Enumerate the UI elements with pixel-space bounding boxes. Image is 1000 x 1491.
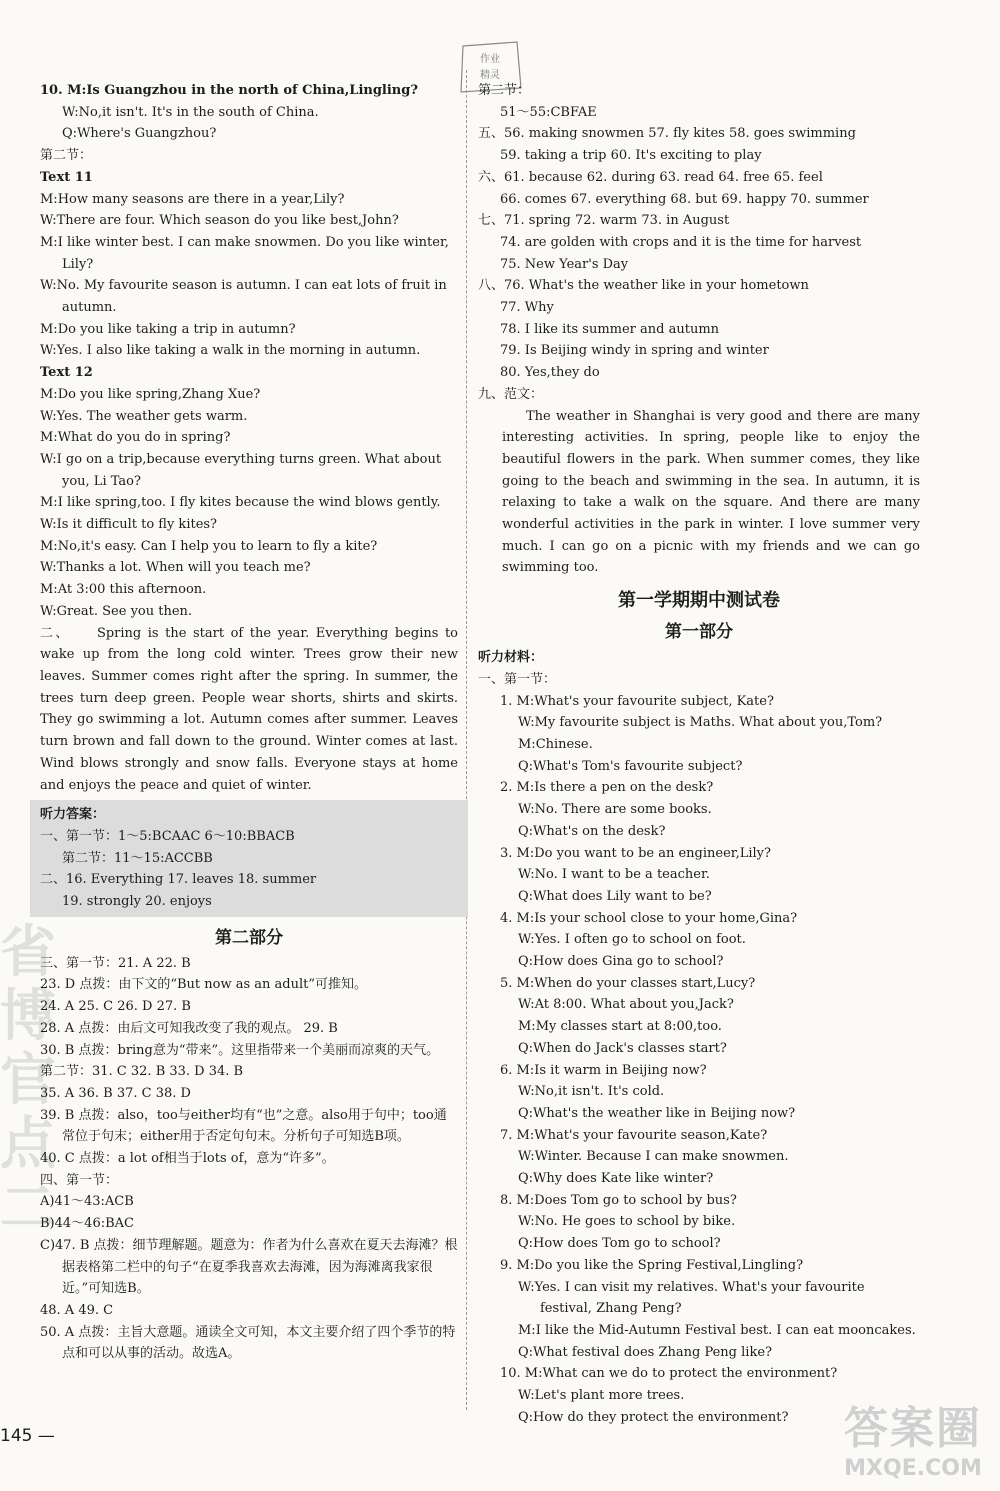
answer-line: B)44～46:BAC [40,1216,134,1232]
dialog-m: 9. M:Do you like the Spring Festival,Lingling? [500,1257,804,1273]
answer-line: 50. A 点拨：主旨大意题。通读全文可知，本文主要介绍了四个季节的特点和可以从事的活动。故选A。 [40,1324,456,1362]
answer-line: 三、第一节：21. A 22. B [40,955,191,971]
dialog-line: W:Yes. I also like taking a walk in the morning in autumn. [40,343,421,359]
dialog-line: W:Yes. The weather gets warm. [40,408,248,424]
dialog-w: W:No. He goes to school by bike. [518,1214,736,1230]
answer-line: A)41～43:ACB [40,1194,134,1210]
dialog-m: 1. M:What's your favourite subject, Kate? [500,693,774,709]
dialog-9 [478,1255,920,1364]
dialog-line: M:At 3:00 this afternoon. [40,582,207,598]
answer-line: 66. comes 67. everything 68. but 69. happy 70. summer [500,191,869,207]
q10-m: 10. M:Is Guangzhou in the north of China,Lingling? [40,83,418,98]
model-essay: The weather in Shanghai is very good and there are many interesting activities. In spring, people like to enjoy the beautiful flowers in the park. When summer comes, they like going to the beach and swimming in the sea. In autumn, it is relaxing to take a walk on the square. And there are many wonderful activities in the park in winter. I love summer very much. I can go on a picnic with my friends and we can go swimming too. [502,408,920,576]
dialog-w: W:No,it isn't. It's cold. [518,1084,665,1100]
column-divider [466,70,467,1410]
dialog-q: Q:When do Jack's classes start? [518,1040,727,1056]
dialog-m2: M:Chinese. [518,736,593,752]
dialog-w: W:Winter. Because I can make snowmen. [518,1149,789,1165]
answer-line: 23. D 点拨：由下文的“But now as an adult”可推知。 [40,977,368,993]
q10-w: W:No,it isn't. It's in the south of China. [62,104,319,120]
left-column [40,80,458,1365]
answer-51-55: 51～55:CBFAE [500,104,597,120]
answer-line: 79. Is Beijing windy in spring and winter [500,343,769,359]
answers-line-1: 一、第一节：1～5:BCAAC 6～10:BBACB [40,828,295,844]
text11-dialog [40,189,458,363]
answers-line-4: 19. strongly 20. enjoys [62,894,212,910]
dialog-q: Q:What does Lily want to be? [518,888,712,904]
dialog-m: 2. M:Is there a pen on the desk? [500,780,714,796]
dialog-q: Q:What's on the desk? [518,823,666,839]
part2-title: 第二部分 [215,927,283,948]
dialog-w: W:No. There are some books. [518,802,712,818]
watermark-url: MXQE.COM [844,1456,982,1481]
dialog-line: M:What do you do in spring? [40,430,231,446]
stamp-text-2: 精灵 [480,70,500,81]
dialog-q: Q:How does Gina go to school? [518,954,724,970]
dialog-q: Q:How does Tom go to school? [518,1236,721,1252]
text12-title: Text 12 [40,365,93,381]
dialog-8 [478,1190,920,1255]
listening-answers-box [30,800,468,917]
dialog-m2: M:I like the Mid-Autumn Festival best. I can eat mooncakes. [518,1322,916,1338]
dialog-m2: M:My classes start at 8:00,too. [518,1019,722,1035]
answer-line: 74. are golden with crops and it is the time for harvest [500,234,862,250]
dialog-w: W:Yes. I can visit my relatives. What's your favourite festival, Zhang Peng? [518,1279,865,1317]
answer-line: 59. taking a trip 60. It's exciting to play [500,148,762,164]
dialog-5 [478,973,920,1060]
dialog-6 [478,1060,920,1125]
answers-title: 听力答案： [40,807,106,823]
part2-label: 二、 [40,625,71,641]
answers-line-2: 第二节：11～15:ACCBB [62,850,213,866]
dialog-line: W:No. My favourite season is autumn. I can eat lots of fruit in autumn. [40,278,447,316]
answer-line: C)47. B 点拨：细节理解题。题意为：作者为什么喜欢在夏天去海滩？根据表格第二栏中的句子“在夏季我喜欢去海滩，因为海滩离我家很近。”可知选B。 [40,1237,458,1297]
dialog-m: 3. M:Do you want to be an engineer,Lily? [500,845,771,861]
dialog-w: W:Yes. I often go to school on foot. [518,932,746,948]
dialog-line: M:Do you like spring,Zhang Xue? [40,386,261,402]
model-essay-label: 九、范文： [478,386,544,402]
dialog-w: W:No. I want to be a teacher. [518,867,710,883]
exam-title: 第一学期期中测试卷 [618,590,780,612]
dialog-m: 10. M:What can we do to protect the environment? [500,1366,838,1382]
dialog-w: W:Let's plant more trees. [518,1388,685,1404]
answer-line: 77. Why [500,300,554,316]
answer-line: 78. I like its summer and autumn [500,321,720,337]
dialog-q: Q:Why does Kate like winter? [518,1171,714,1187]
dialog-line: W:Great. See you then. [40,603,193,619]
dialog-line: M:No,it's easy. Can I help you to learn to fly a kite? [40,538,378,554]
dialog-line: W:I go on a trip,because everything turns green. What about you, Li Tao? [40,451,442,489]
listening-dialogs [478,691,920,1429]
q10-q: Q:Where's Guangzhou? [62,126,217,142]
section-2-heading-right: 第二节： [478,83,531,98]
answer-line: 40. C 点拨：a lot of相当于lots of，意为“许多”。 [40,1151,335,1167]
answer-line: 第二节：31. C 32. B 33. D 34. B [40,1064,244,1080]
answer-line: 39. B 点拨：also，too与either均有“也”之意。also用于句中；too通常位于句末；either用于否定句句末。分析句子可知选B项。 [40,1107,447,1145]
text12-dialog [40,384,458,623]
dialog-q: Q:How do they protect the environment? [518,1409,789,1425]
dialog-line: M:I like spring,too. I fly kites because the wind blows gently. [40,495,441,511]
dialog-line: W:Is it difficult to fly kites? [40,517,218,533]
dialog-line: M:How many seasons are there in a year,Lily? [40,191,345,207]
dialog-q: Q:What festival does Zhang Peng like? [518,1344,772,1360]
dialog-2 [478,777,920,842]
dialog-m: 7. M:What's your favourite season,Kate? [500,1127,768,1143]
dialog-m: 6. M:Is it warm in Beijing now? [500,1062,707,1078]
answer-line: 28. A 点拨：由后文可知我改变了我的观点。 29. B [40,1020,338,1036]
part1-title: 第一部分 [665,622,733,643]
dialog-w: W:My favourite subject is Maths. What about you,Tom? [518,715,883,731]
watermark-logo: 答案圈 [844,1403,982,1454]
listening-material-label: 听力材料： [478,650,544,666]
text11-title: Text 11 [40,169,93,185]
answer-line: 75. New Year's Day [500,256,629,272]
answers-line-3: 二、16. Everything 17. leaves 18. summer [40,872,317,888]
answer-line: 六、61. because 62. during 63. read 64. free 65. feel [478,169,823,185]
dialog-line: W:There are four. Which season do you like best,John? [40,213,399,229]
dialog-1 [478,691,920,778]
dialog-m: 5. M:When do your classes start,Lucy? [500,975,756,991]
answer-line: 四、第一节： [40,1172,119,1188]
right-column [478,80,920,1428]
part2-passage [40,623,458,797]
answer-line: 七、71. spring 72. warm 73. in August [478,213,730,229]
dialog-line: M:Do you like taking a trip in autumn? [40,321,296,337]
dialog-7 [478,1125,920,1190]
dialog-w: W:At 8:00. What about you,Jack? [518,997,734,1013]
dialog-line: M:I like winter best. I can make snowmen. Do you like winter, Lily? [40,234,449,272]
watermark [844,1392,982,1481]
page-number: 145 — [0,1426,55,1446]
answer-line: 八、76. What's the weather like in your hometown [478,278,809,294]
dialog-q: Q:What's Tom's favourite subject? [518,758,743,774]
answer-line: 80. Yes,they do [500,365,600,381]
dialog-m: 8. M:Does Tom go to school by bus? [500,1192,737,1208]
section-2-heading: 第二节： [40,148,93,164]
answer-line: 24. A 25. C 26. D 27. B [40,999,191,1015]
dialog-m: 4. M:Is your school close to your home,Gina? [500,910,798,926]
part2-text: Spring is the start of the year. Everything begins to wake up from the long cold winter. Trees grow their new leaves. Summer comes right after the spring. In summer, the trees turn deep green. People wear shorts, shirts and skirts. They go swimming a lot. Autumn comes after summer. Leaves turn brown and fall down to the ground. Winter comes at last. Wind blows strongly and snow falls. Everyone stays at home and enjoys the peace and quiet of winter. [40,625,459,793]
dialog-3 [478,843,920,908]
answer-line: 30. B 点拨：bring意为“带来”。这里指带来一个美丽而凉爽的天气。 [40,1042,440,1058]
section-3-answers [40,953,458,1170]
section-4-answers [40,1170,458,1365]
background-ghost-glyphs: 省 博 官 点 二 [0,919,56,1241]
section-1-heading: 一、第一节： [478,671,557,687]
answer-line: 35. A 36. B 37. C 38. D [40,1085,191,1101]
answer-line: 五、56. making snowmen 57. fly kites 58. goes swimming [478,126,856,142]
dialog-q: Q:What's the weather like in Beijing now? [518,1105,796,1121]
dialog-4 [478,908,920,973]
stamp-text-1: 作业 [480,54,500,65]
answer-line: 48. A 49. C [40,1302,114,1318]
dialog-line: W:Thanks a lot. When will you teach me? [40,560,311,576]
